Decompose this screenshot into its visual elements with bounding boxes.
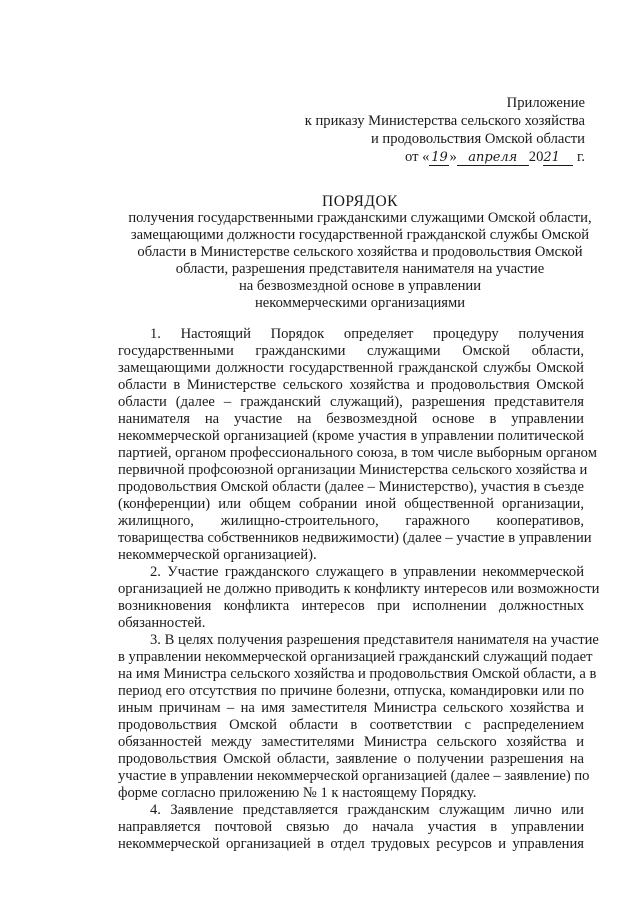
paragraph-1-line: товарищества собственников недвижимости) (далее – участие в управлении <box>118 530 592 546</box>
paragraph-3-line: иным причинам – на имя заместителя Министра сельского хозяйства и <box>118 700 584 716</box>
order-reference: к приказу Министерства сельского хозяйства <box>304 113 585 129</box>
appendix-label: Приложение <box>506 95 585 111</box>
ministry-name: и продовольствия Омской области <box>370 131 585 147</box>
paragraph-2-line: обязанностей. <box>118 615 206 631</box>
paragraph-3-line: форме согласно приложению № 1 к настоящему Порядку. <box>118 785 477 801</box>
paragraph-3-line: продовольствия Омской области, заявление о получении разрешения на <box>118 751 584 767</box>
paragraph-4-line: 4. Заявление представляется гражданским служащим лично или <box>150 802 584 818</box>
title-line: получения государственными гражданскими служащими Омской области, <box>128 210 592 226</box>
paragraph-1-line: продовольствия Омской области (далее – Министерство), участия в съезде <box>118 479 584 495</box>
date-day: 19 <box>431 150 448 165</box>
date-mid: » <box>449 149 457 165</box>
paragraph-3-line: продовольствия Омской области в соответствии с распределением <box>118 717 584 733</box>
paragraph-1-line: первичной профсоюзной организации Министерства сельского хозяйства и <box>118 462 588 478</box>
paragraph-1-line: государственными гражданскими служащими Омской области, <box>118 343 584 359</box>
paragraph-1-line: партией, органом профессионального союза, в том числе выборным органом <box>118 445 597 461</box>
date-year-prefix: 20 <box>528 149 544 165</box>
paragraph-3-line: участие в управлении некоммерческой организацией (далее – заявление) по <box>118 768 590 784</box>
title-line: некоммерческими организациями <box>254 295 466 311</box>
date-month: апреля <box>457 151 529 166</box>
title-line: на безвозмездной основе в управлении <box>238 278 482 294</box>
paragraph-1-line: нанимателя на участие на безвозмездной основе в управлении <box>118 411 584 427</box>
paragraph-1-line: 1. Настоящий Порядок определяет процедуру получения <box>150 326 584 342</box>
paragraph-3-line: период его отсутствия по причине болезни, отпуска, командировки или по <box>118 683 584 699</box>
paragraph-3-line: в управлении некоммерческой организацией гражданский служащий подает <box>118 649 593 665</box>
paragraph-3-line: 3. В целях получения разрешения представителя нанимателя на участие <box>150 632 599 648</box>
order-date <box>405 149 585 166</box>
paragraph-3-line: обязанностей между заместителями Министра сельского хозяйства и <box>118 734 584 750</box>
paragraph-2-line: организацией не должно приводить к конфликту интересов или возможности <box>118 581 600 597</box>
title-line: области, разрешения представителя нанимателя на участие <box>175 261 545 277</box>
title-line: области в Министерстве сельского хозяйства и продовольствия Омской <box>137 244 583 260</box>
paragraph-2-line: возникновения конфликта интересов при исполнении должностных <box>118 598 584 614</box>
document-title: ПОРЯДОК <box>322 193 398 210</box>
paragraph-2-line: 2. Участие гражданского служащего в управлении некоммерческой <box>150 564 584 580</box>
date-year-suffix: 21 <box>543 151 573 166</box>
paragraph-1-line: области (далее – гражданский служащий), разрешения представителя <box>118 394 584 410</box>
title-line: замещающими должности государственной гражданской службы Омской <box>130 227 590 243</box>
paragraph-4-line: некоммерческой организацией в отдел трудовых ресурсов и управления <box>118 836 584 852</box>
paragraph-4-line: направляется почтовой связью до начала участия в управлении <box>118 819 584 835</box>
paragraph-1-line: некоммерческой организацией). <box>118 547 317 563</box>
paragraph-3-line: на имя Министра сельского хозяйства и продовольствия Омской области, а в <box>118 666 597 682</box>
paragraph-1-line: некоммерческой организацией (кроме участия в управлении политической <box>118 428 584 444</box>
paragraph-1-line: (конференции) или общем собрании иной общественной организации, <box>118 496 584 512</box>
paragraph-1-line: области в Министерстве сельского хозяйства и продовольствия Омской <box>118 377 584 393</box>
paragraph-1-line: жилищного, жилищно-строительного, гаражного кооперативов, <box>118 513 584 529</box>
paragraph-1-line: замещающими должности государственной гражданской службы Омской <box>118 360 584 376</box>
date-suffix: г. <box>573 149 585 165</box>
date-prefix: от « <box>405 149 430 165</box>
